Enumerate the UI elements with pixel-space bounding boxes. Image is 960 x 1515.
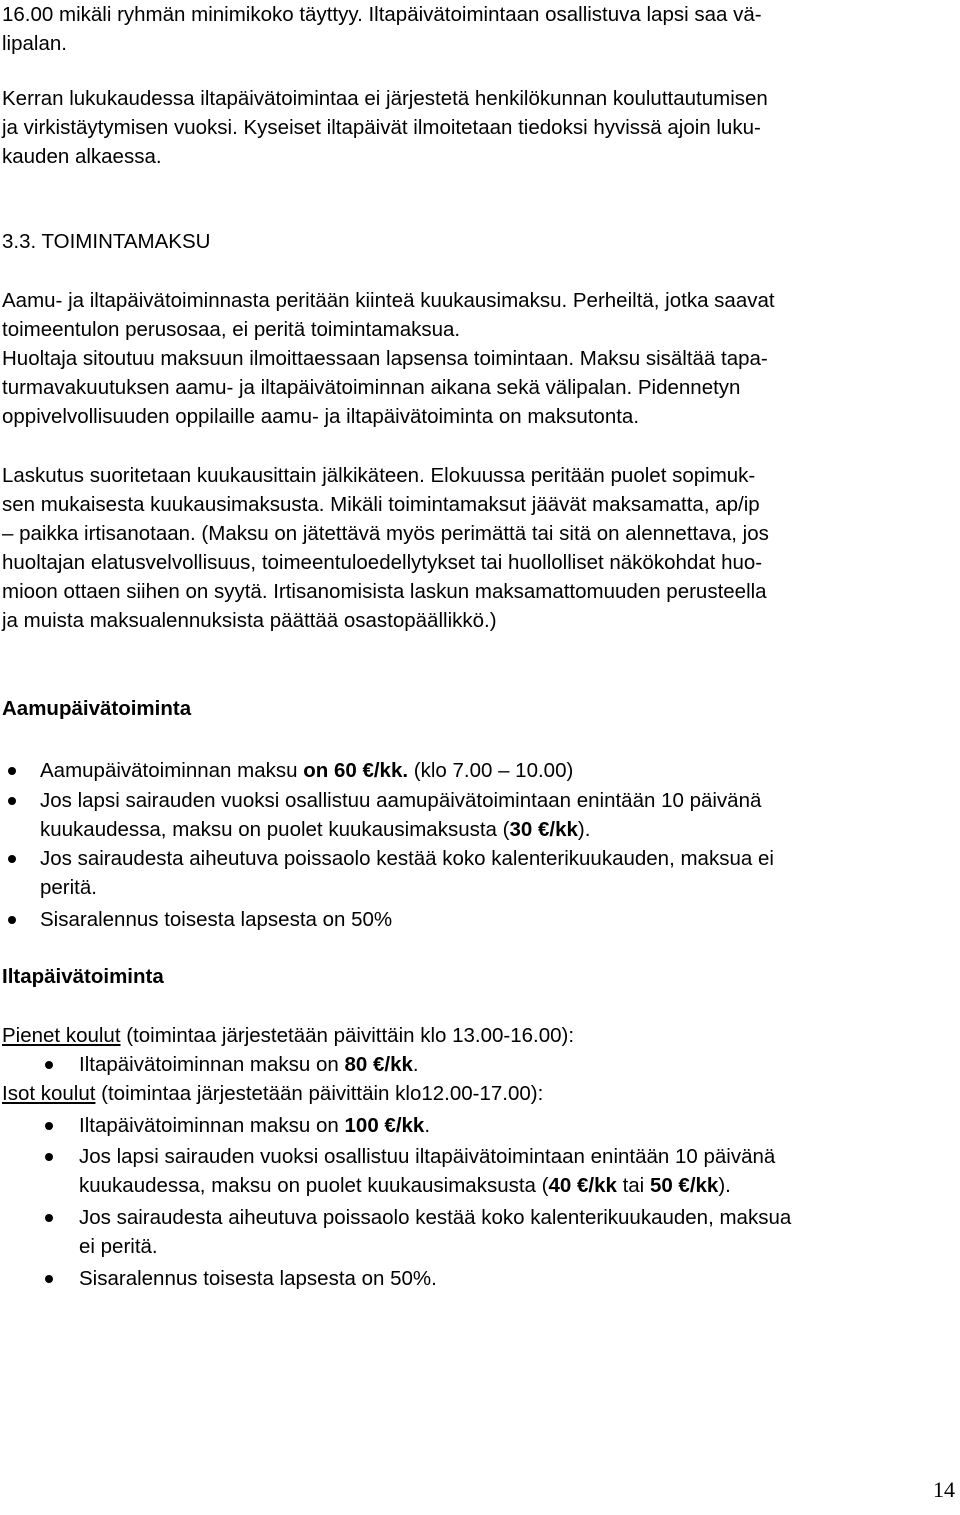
text: . <box>412 1053 419 1076</box>
fee-amount: 80 €/kk <box>344 1053 413 1076</box>
bullet-icon <box>8 797 16 805</box>
text: kuukaudessa, maksu on puolet kuukausimaksusta ( <box>79 1174 549 1197</box>
morning-bullet-fee <box>40 756 573 786</box>
billing-paragraph-line: ja muista maksualennuksista päättää osastopäällikkö.) <box>2 609 497 632</box>
intro-line: Kerran lukukaudessa iltapäivätoimintaa ei järjestetä henkilökunnan kouluttautumisen <box>2 87 768 110</box>
morning-bullet-absence-line: peritä. <box>40 876 97 899</box>
billing-paragraph-line: huoltajan elatusvelvollisuus, toimeentuloedellytykset tai huollolliset näkökohdat huo- <box>2 551 763 574</box>
fee-paragraph-line: toimeentulon perusosaa, ei peritä toimintamaksua. <box>2 318 461 341</box>
large-schools-bullet-sick-line <box>79 1171 731 1201</box>
text: (toimintaa järjestetään päivittäin klo12.00-17.00): <box>95 1082 544 1105</box>
afternoon-heading: Iltapäivätoiminta <box>2 965 164 988</box>
small-schools-line <box>2 1021 574 1051</box>
fee-amount: 40 €/kk <box>548 1174 617 1197</box>
intro-line: lipalan. <box>2 32 67 55</box>
fee-paragraph-line: Huoltaja sitoutuu maksuun ilmoittaessaan lapsensa toimintaan. Maksu sisältää tapa- <box>2 347 768 370</box>
small-schools-bullet-fee <box>79 1050 419 1080</box>
billing-paragraph-line: mioon ottaen siihen on syytä. Irtisanomisista laskun maksamattomuuden perusteella <box>2 580 767 603</box>
morning-bullet-absence-line: Jos sairaudesta aiheutuva poissaolo kestää koko kalenterikuukauden, maksua ei <box>40 847 774 870</box>
section-heading: 3.3. TOIMINTAMAKSU <box>2 230 211 253</box>
text: kuukaudessa, maksu on puolet kuukausimaksusta ( <box>40 818 510 841</box>
fee-amount: 100 €/kk <box>344 1114 425 1137</box>
fee-paragraph-line: turmavakuutuksen aamu- ja iltapäivätoiminnan aikana sekä välipalan. Pidennetyn <box>2 376 741 399</box>
bullet-icon <box>45 1214 53 1222</box>
text: Iltapäivätoiminnan maksu on <box>79 1053 345 1076</box>
large-schools-bullet-fee <box>79 1111 430 1141</box>
text: (toimintaa järjestetään päivittäin klo 13.00-16.00): <box>120 1024 575 1047</box>
bullet-icon <box>45 1122 53 1130</box>
morning-bullet-sibling: Sisaralennus toisesta lapsesta on 50% <box>40 908 393 931</box>
intro-line: ja virkistäytymisen vuoksi. Kyseiset iltapäivät ilmoitetaan tiedoksi hyvissä ajoin luku- <box>2 116 761 139</box>
large-schools-bullet-absence-line: ei peritä. <box>79 1235 158 1258</box>
bullet-icon <box>45 1061 53 1069</box>
morning-bullet-sick-line: Jos lapsi sairauden vuoksi osallistuu aamupäivätoimintaan enintään 10 päivänä <box>40 789 762 812</box>
text: ). <box>718 1174 731 1197</box>
bullet-icon <box>45 1275 53 1283</box>
small-schools-label: Pienet koulut <box>2 1024 121 1047</box>
bullet-icon <box>8 855 16 863</box>
large-schools-bullet-sick-line: Jos lapsi sairauden vuoksi osallistuu iltapäivätoimintaan enintään 10 päivänä <box>79 1145 776 1168</box>
fee-paragraph-line: Aamu- ja iltapäivätoiminnasta peritään kiinteä kuukausimaksu. Perheiltä, jotka saavat <box>2 289 775 312</box>
fee-paragraph-line: oppivelvollisuuden oppilaille aamu- ja iltapäivätoiminta on maksutonta. <box>2 405 640 428</box>
page-number: 14 <box>933 1477 955 1502</box>
bullet-icon <box>45 1153 53 1161</box>
large-schools-label: Isot koulut <box>2 1082 96 1105</box>
text: Iltapäivätoiminnan maksu on <box>79 1114 345 1137</box>
billing-paragraph-line: Laskutus suoritetaan kuukausittain jälkikäteen. Elokuussa peritään puolet sopimuk- <box>2 464 756 487</box>
morning-heading: Aamupäivätoiminta <box>2 697 192 720</box>
text: Aamupäivätoiminnan maksu <box>40 759 304 782</box>
intro-line: 16.00 mikäli ryhmän minimikoko täyttyy. Iltapäivätoimintaan osallistuva lapsi saa vä- <box>2 3 762 26</box>
billing-paragraph-line: – paikka irtisanotaan. (Maksu on jätettävä myös perimättä tai sitä on alennettava, jos <box>2 522 769 545</box>
large-schools-bullet-sibling: Sisaralennus toisesta lapsesta on 50%. <box>79 1267 437 1290</box>
intro-line: kauden alkaessa. <box>2 145 162 168</box>
text: ). <box>577 818 591 841</box>
bullet-icon <box>8 767 16 775</box>
fee-amount: 30 €/kk <box>509 818 578 841</box>
large-schools-line <box>2 1079 543 1109</box>
morning-bullet-sick-line <box>40 815 590 845</box>
fee-amount: on 60 €/kk. <box>303 759 409 782</box>
text: tai <box>616 1174 650 1197</box>
fee-amount: 50 €/kk <box>649 1174 719 1197</box>
large-schools-bullet-absence-line: Jos sairaudesta aiheutuva poissaolo kestää koko kalenterikuukauden, maksua <box>79 1206 792 1229</box>
text: . <box>424 1114 431 1137</box>
billing-paragraph-line: sen mukaisesta kuukausimaksusta. Mikäli toimintamaksut jäävät maksamatta, ap/ip <box>2 493 760 516</box>
text: (klo 7.00 – 10.00) <box>408 759 574 782</box>
bullet-icon <box>8 916 16 924</box>
